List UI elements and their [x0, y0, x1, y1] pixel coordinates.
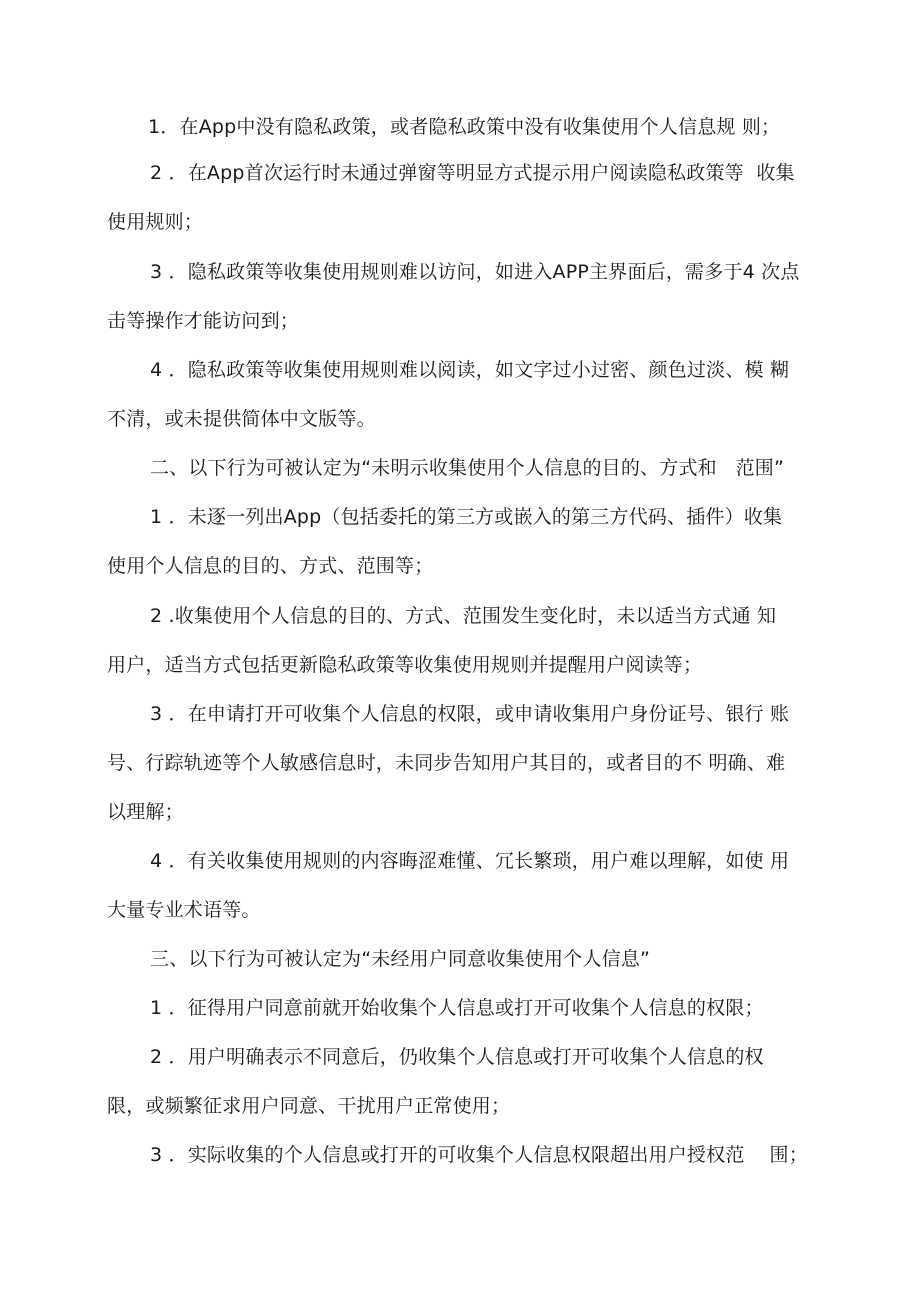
text-line: 使用规则； — [107, 211, 204, 233]
section-heading: 二、以下行为可被认定为“未明示收集使用个人信息的目的、方式和 范围” — [150, 457, 785, 479]
text-line: 3 ．实际收集的个人信息或打开的可收集个人信息权限超出用户授权范 围； — [150, 1144, 808, 1166]
text-line: 4 ．隐私政策等收集使用规则难以阅读，如文字过小过密、颜色过淡、模 糊 — [150, 359, 790, 381]
text-line: 号、行踪轨迹等个人敏感信息时，未同步告知用户其目的，或者目的不 明确、难 — [107, 752, 786, 774]
text-line: 1 ．未逐一列出App（包括委托的第三方或嵌入的第三方代码、插件）收集 — [150, 506, 783, 528]
text-line: 以理解； — [107, 801, 184, 823]
text-line: 1 ．征得用户同意前就开始收集个人信息或打开可收集个人信息的权限； — [150, 997, 764, 1019]
text-line: 大量专业术语等。 — [107, 899, 261, 921]
text-line: 1．在App中没有隐私政策，或者隐私政策中没有收集使用个人信息规 则； — [148, 116, 781, 138]
text-line: 用户，适当方式包括更新隐私政策等收集使用规则并提醒用户阅读等； — [107, 654, 703, 676]
text-line: 2 ．在App首次运行时未通过弹窗等明显方式提示用户阅读隐私政策等 收集 — [150, 162, 795, 184]
text-line: 使用个人信息的目的、方式、范围等； — [107, 555, 434, 577]
text-line: 2 ．用户明确表示不同意后，仍收集个人信息或打开可收集个人信息的权 — [150, 1046, 764, 1068]
text-line: 3 ．隐私政策等收集使用规则难以访问，如进入APP主界面后，需多于4 次点 — [150, 261, 800, 283]
text-line: 2 .收集使用个人信息的目的、方式、范围发生变化时，未以适当方式通 知 — [150, 605, 777, 627]
text-line: 限，或频繁征求用户同意、干扰用户正常使用； — [107, 1095, 511, 1117]
text-line: 3 ．在申请打开可收集个人信息的权限，或申请收集用户身份证号、银行 账 — [150, 703, 790, 725]
section-heading: 三、以下行为可被认定为“未经用户同意收集使用个人信息” — [150, 948, 651, 970]
text-line: 不清，或未提供简体中文版等。 — [107, 408, 376, 430]
text-line: 4 ．有关收集使用规则的内容晦涩难懂、冗长繁琐，用户难以理解，如使 用 — [150, 850, 790, 872]
text-line: 击等操作才能访问到； — [107, 310, 300, 332]
